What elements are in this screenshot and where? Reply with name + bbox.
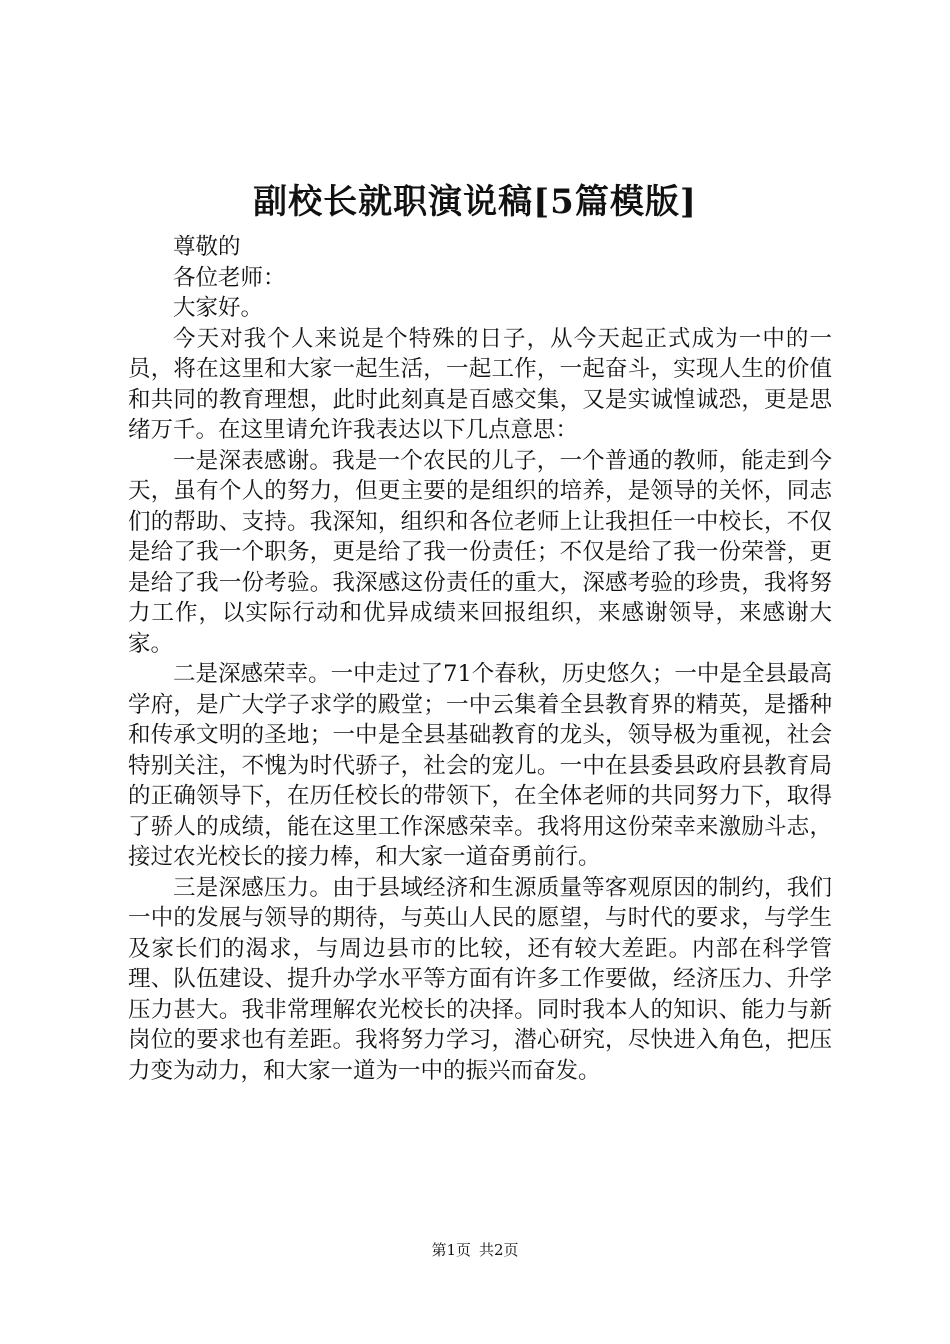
salutation-line: 尊敬的 [173,234,241,260]
body-paragraph: 一是深表感谢。我是一个农民的儿子，一个普通的教师，能走到今天，虽有个人的努力，但更主要的是组织的培养，是领导的关怀，同志们的帮助、支持。我深知，组织和各位老师上让我担任一中校长，不仅是给了我一个职务，更是给了我一份责任；不仅是给了我一份荣誉，更是给了我一份考验。我深感这份责任的重大，深感考验的珍贵，我将努力工作，以实际行动和优异成绩来回报组织，来感谢领导，来感谢大家。 [128,447,832,657]
document-title: 副校长就职演说稿[5篇模版] [253,182,697,222]
page-footer [0,1240,950,1260]
body-paragraph: 今天对我个人来说是个特殊的日子，从今天起正式成为一中的一员，将在这里和大家一起生活，一起工作，一起奋斗，实现人生的价值和共同的教育理想，此时此刻真是百感交集，又是实诚惶诚恐，更是思绪万千。在这里请允许我表达以下几点意思： [128,325,832,443]
document-body [128,232,832,1086]
body-paragraph: 三是深感压力。由于县域经济和生源质量等客观原因的制约，我们一中的发展与领导的期待，与英山人民的愿望，与时代的要求，与学生及家长们的渴求，与周边县市的比较，还有较大差距。内部在科学管理、队伍建设、提升办学水平等方面有许多工作要做，经济压力、升学压力甚大。我非常理解农光校长的决择。同时我本人的知识、能力与新岗位的要求也有差距。我将努力学习，潜心研究，尽快进入角色，把压力变为动力，和大家一道为一中的振兴而奋发。 [128,874,832,1084]
page-number-current: 第1页 [431,1241,471,1259]
greeting-line: 大家好。 [173,295,264,321]
page-number-total: 共2页 [479,1241,519,1259]
body-paragraph: 二是深感荣幸。一中走过了71个春秋，历史悠久；一中是全县最高学府，是广大学子求学的殿堂；一中云集着全县教育界的精英，是播种和传承文明的圣地；一中是全县基础教育的龙头，领导极为重视，社会特别关注，不愧为时代骄子，社会的宠儿。一中在县委县政府县教育局的正确领导下，在历任校长的带领下，在全体老师的共同努力下，取得了骄人的成绩，能在这里工作深感荣幸。我将用这份荣幸来激励斗志，接过农光校长的接力棒，和大家一道奋勇前行。 [128,661,832,870]
salutation-line: 各位老师： [173,264,286,291]
